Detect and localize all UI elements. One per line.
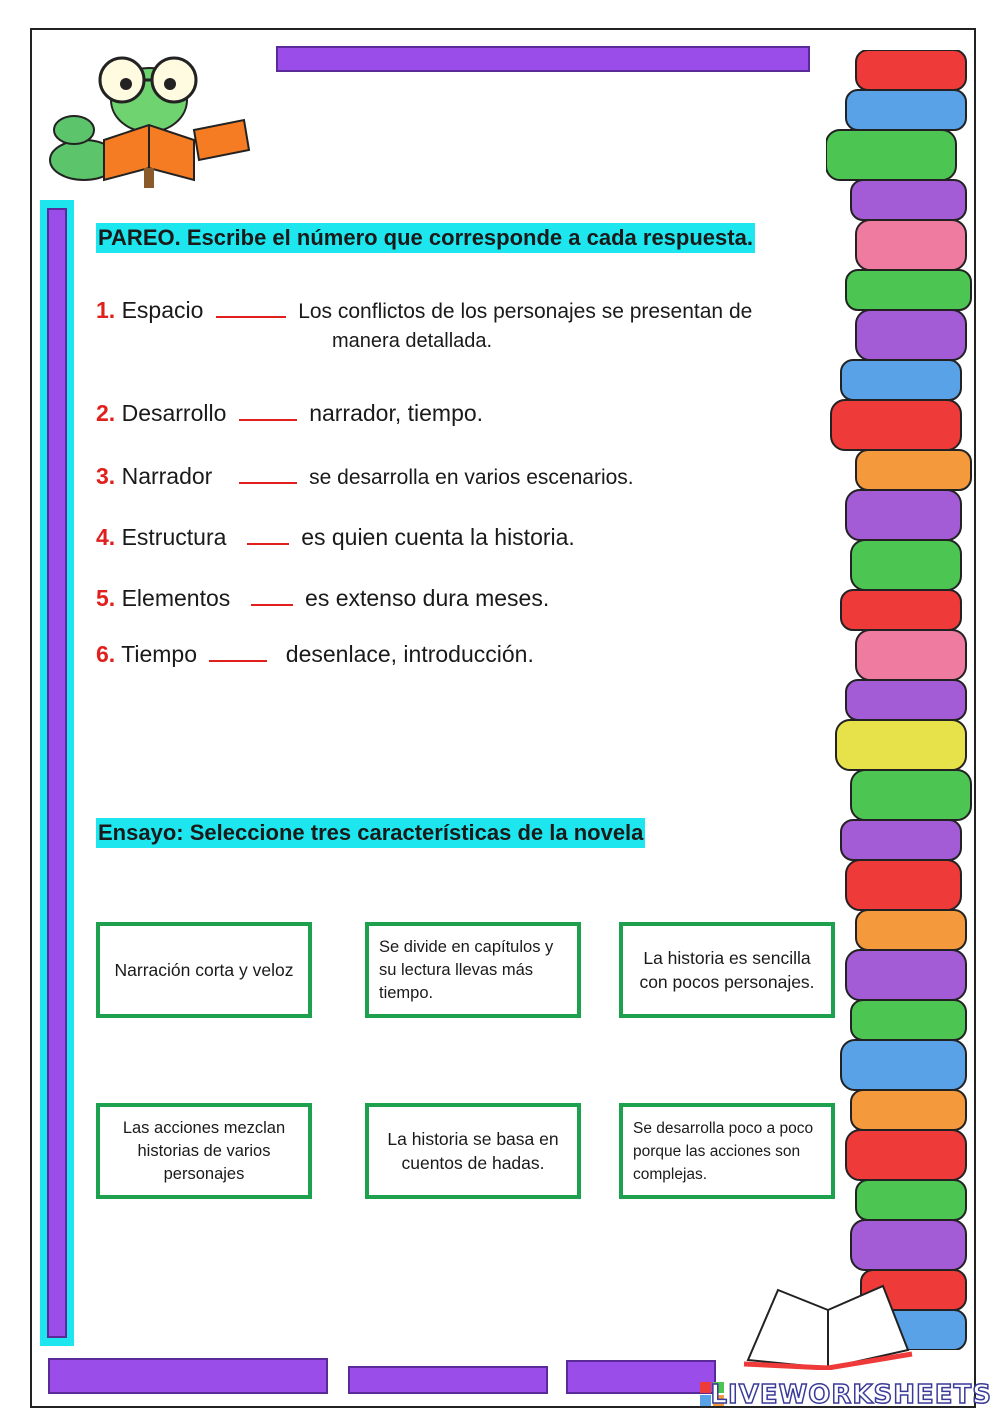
item-number: 4. <box>96 524 116 550</box>
answer-blank-1[interactable] <box>216 294 286 318</box>
item-answer: narrador, tiempo. <box>309 400 484 426</box>
item1-continuation: manera detallada. <box>332 330 493 352</box>
item-answer: es extenso dura meses. <box>305 585 550 611</box>
item-term: Tiempo <box>121 641 198 667</box>
item-answer: se desarrolla en varios escenarios. <box>309 466 634 489</box>
bottom-purple-bar-2 <box>348 1366 548 1394</box>
option-card-4[interactable]: Las acciones mezclan historias de varios personajes <box>96 1103 312 1199</box>
item-term: Narrador <box>121 463 213 489</box>
match-item-2 <box>96 397 483 427</box>
liveworksheets-watermark: LIVEWORKSHEETS <box>710 1380 992 1410</box>
item-term: Elementos <box>121 585 231 611</box>
open-book-icon <box>738 1280 918 1370</box>
option-card-1[interactable]: Narración corta y veloz <box>96 922 312 1018</box>
match-item-1 <box>96 294 752 324</box>
match-item-5 <box>96 582 549 612</box>
matching-title: PAREO. Escribe el número que corresponde a cada respuesta. <box>96 223 755 253</box>
answer-blank-2[interactable] <box>239 397 297 421</box>
item-answer: es quien cuenta la historia. <box>301 524 575 550</box>
option-card-3[interactable]: La historia es sencilla con pocos personajes. <box>619 922 835 1018</box>
stacked-books-icon <box>826 50 976 1350</box>
essay-title: Ensayo: Seleccione tres características de la novela <box>96 818 645 848</box>
item-number: 3. <box>96 463 116 489</box>
item-term: Espacio <box>121 297 204 323</box>
option-card-2[interactable]: Se divide en capítulos y su lectura llevas más tiempo. <box>365 922 581 1018</box>
item-number: 2. <box>96 400 116 426</box>
item-answer: desenlace, introducción. <box>285 641 534 667</box>
bottom-purple-bar-3 <box>566 1360 716 1394</box>
item-number: 1. <box>96 297 116 323</box>
option-card-5[interactable]: La historia se basa en cuentos de hadas. <box>365 1103 581 1199</box>
item-number: 6. <box>96 641 116 667</box>
answer-blank-5[interactable] <box>251 582 293 606</box>
answer-blank-6[interactable] <box>209 638 267 662</box>
item-answer: Los conflictos de los personajes se presentan de <box>298 300 753 323</box>
item-number: 5. <box>96 585 116 611</box>
bookworm-reading-icon <box>44 50 264 190</box>
match-item-4 <box>96 521 575 551</box>
item-term: Estructura <box>121 524 227 550</box>
match-item-3 <box>96 460 634 490</box>
answer-blank-3[interactable] <box>239 460 297 484</box>
answer-blank-4[interactable] <box>247 521 289 545</box>
top-purple-bar <box>276 46 810 72</box>
option-card-6[interactable]: Se desarrolla poco a poco porque las acciones son complejas. <box>619 1103 835 1199</box>
bottom-purple-bar-1 <box>48 1358 328 1394</box>
match-item-6 <box>96 638 534 668</box>
left-rail-purple <box>47 208 67 1338</box>
item-term: Desarrollo <box>121 400 227 426</box>
